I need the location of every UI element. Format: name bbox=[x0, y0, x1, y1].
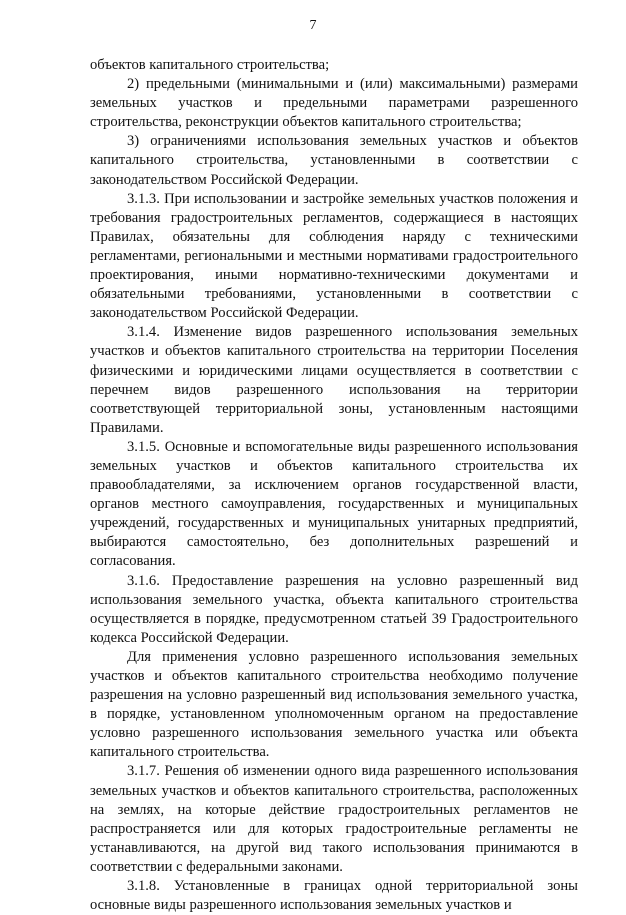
paragraph-3-1-5: 3.1.5. Основные и вспомогательные виды разрешенного использования земельных участков и объектов капитального строительства их правообладателями, за исключением органов государственной власти, органов местного самоуправления, государственных и муниципальных учреждений, государственных и муниципальных унитарных предприятий, выбираются самостоятельно, без дополнительных разрешений и согласования. bbox=[90, 438, 578, 570]
paragraph-conditional-use: Для применения условно разрешенного использования земельных участков и объектов капитального строительства необходимо получение разрешения на условно разрешенный вид использования земельного участка, в порядке, установленном уполномоченным органом на предоставление условно разрешенного использования земельного участка или объекта капитального строительства. bbox=[90, 648, 578, 761]
page-number: 7 bbox=[309, 18, 317, 33]
paragraph-3-1-8: 3.1.8. Установленные в границах одной территориальной зоны основные виды разрешенного использования земельных участков и bbox=[90, 878, 578, 914]
paragraph-3-1-6: 3.1.6. Предоставление разрешения на условно разрешенный вид использования земельного участка, объекта капитального строительства осуществляется в порядке, предусмотренном статьей 39 Градостроительного кодекса Российской Федерации. bbox=[90, 572, 578, 646]
document-body bbox=[90, 56, 578, 915]
paragraph-item-3: 3) ограничениями использования земельных участков и объектов капитального строительства, установленными в соответствии с законодательством Российской Федерации. bbox=[90, 133, 578, 188]
paragraph-3-1-4: 3.1.4. Изменение видов разрешенного использования земельных участков и объектов капитального строительства на территории Поселения физическими и юридическими лицами осуществляется в соответствии с перечнем видов разрешенного использования на территории соответствующей территориальной зоны, установленным настоящими Правилами. bbox=[90, 324, 578, 436]
paragraph-continuation: объектов капитального строительства; bbox=[90, 57, 330, 73]
paragraph-item-2: 2) предельными (минимальными и (или) максимальными) размерами земельных участков и предельными параметрами разрешенного строительства, реконструкции объектов капитального строительства; bbox=[90, 76, 578, 131]
paragraph-3-1-3: 3.1.3. При использовании и застройке земельных участков положения и требования градостроительных регламентов, содержащиеся в настоящих Правилах, обязательны для соблюдения наряду с техническими регламентами, региональными и местными нормативами градостроительного проектирования, иными нормативно-техническими документами и обязательными требованиями, установленными в соответствии с законодательством Российской Федерации. bbox=[90, 190, 578, 322]
paragraph-3-1-7: 3.1.7. Решения об изменении одного вида разрешенного использования земельных участков и объектов капитального строительства, расположенных на землях, на которые действие градостроительных регламентов не распространяется или для которых градостроительные регламенты не устанавливаются, на другой вид такого использования принимаются в соответствии с федеральными законами. bbox=[90, 763, 578, 875]
